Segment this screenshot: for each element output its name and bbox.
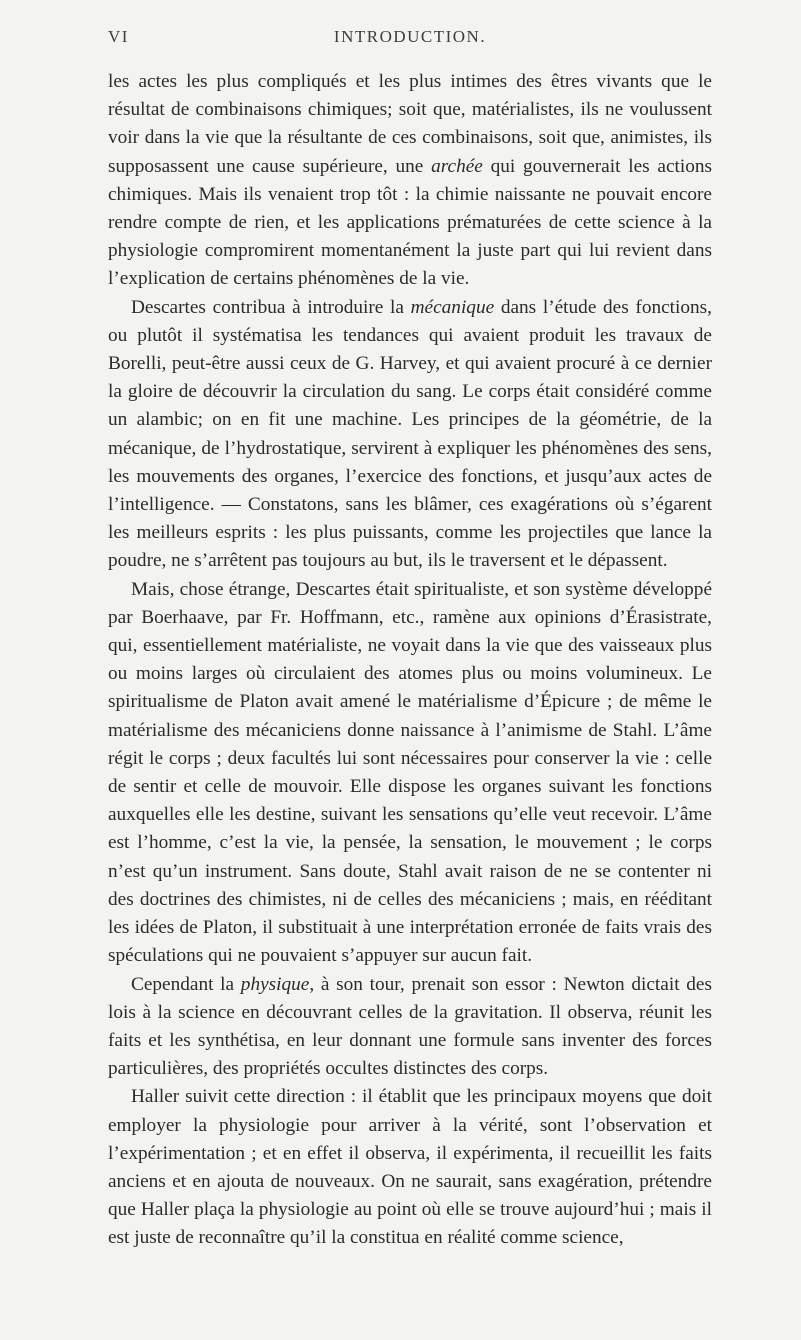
running-title: INTRODUCTION.: [333, 27, 487, 46]
paragraph-text: Cependant la: [131, 973, 241, 995]
paragraph: [108, 971, 712, 1084]
paragraph: [108, 576, 712, 971]
paragraph-text: , à son tour, prenait son essor : Newton dictait des lois à la science en découvrant celles de la gravitation. Il observa, réunit les faits et les synthétisa, en leur donnant une formule sans inventer des forces particulières, des propriétés occultes distinctes des corps.: [108, 973, 712, 1080]
paragraph-text: Descartes contribua à introduire la: [131, 296, 411, 318]
italic-term: physique: [240, 973, 310, 995]
page-header: [108, 27, 712, 51]
page-number: VI: [108, 27, 129, 46]
paragraph: [108, 68, 712, 294]
paragraph-text: les actes les plus compliqués et les plus intimes des êtres vivants que le résultat de combinaisons chimiques; soit que, matérialistes, ils ne voulussent voir dans la vie que la résultante de ces combinaisons, soit que, animistes, ils supposassent une cause supérieure, une: [108, 71, 712, 177]
italic-term: archée: [431, 155, 483, 177]
body-text: [108, 68, 712, 1253]
paragraph: [108, 294, 712, 576]
paragraph-text: dans l’étude des fonctions, ou plutôt il systématisa les tendances qui avaient produit les travaux de Borelli, peut-être aussi ceux de G. Harvey, et qui avaient procuré à ce dernier la gloire de découvrir la circulation du sang. Le corps était considéré comme un alambic; on en fit une machine. Les principes de la géométrie, de la mécanique, de l’hydrostatique, servirent à expliquer les phénomènes des sens, les mouvements des organes, l’exercice des fonctions, et jusqu’aux actes de l’intelligence. — Constatons, sans les blâmer, ces exagérations où s’égarent les meilleurs esprits : les plus puissants, comme les projectiles que lance la poudre, ne s’arrêtent pas toujours au but, ils le traversent et le dépassent.: [108, 296, 712, 572]
italic-term: mécanique: [410, 296, 495, 318]
paragraph-text: Mais, chose étrange, Descartes était spiritualiste, et son système développé par Boerhaave, par Fr. Hoffmann, etc., ramène aux opinions d’Érasistrate, qui, essentiellement matérialiste, ne voyait dans la vie que des vaisseaux plus ou moins larges où circulaient des atomes plus ou moins volumineux. Le spiritualisme de Platon avait amené le matérialisme d’Épicure ; de même le matérialisme des mécaniciens donne naissance à l’animisme de Stahl. L’âme régit le corps ; deux facultés lui sont nécessaires pour conserver la vie : celle de sentir et celle de mouvoir. Elle dispose les organes suivant les fonctions auxquelles elle les destine, suivant les sensations qu’elle veut recevoir. L’âme est l’homme, c’est la vie, la pensée, la sensation, le mouvement ; le corps n’est qu’un instrument. Sans doute, Stahl avait raison de ne se contenter ni des doctrines des chimistes, ni de celles des mécaniciens ; mais, en rééditant les idées de Platon, il substituait à une interprétation erronée de faits vrais des spéculations qui ne pouvaient s’appuyer sur aucun fait.: [108, 578, 712, 967]
paragraph-text: qui gouvernerait les actions chimiques. Mais ils venaient trop tôt : la chimie naissante ne pouvait encore rendre compte de rien, et les applications prématurées de cette science à la physiologie compromirent momentanément la juste part qui lui revient dans l’explication de certains phénomènes de la vie.: [108, 155, 713, 290]
paragraph-text: Haller suivit cette direction : il établit que les principaux moyens que doit employer la physiologie pour arriver à la vérité, sont l’observation et l’expérimentation ; et en effet il observa, il expérimenta, il recueillit les faits anciens et en ajouta de nouveaux. On ne saurait, sans exagération, prétendre que Haller plaça la physiologie au point où elle se trouve aujourd’hui ; mais il est juste de reconnaître qu’il la constitua en réalité comme science,: [108, 1086, 712, 1249]
paragraph: [108, 1083, 712, 1252]
